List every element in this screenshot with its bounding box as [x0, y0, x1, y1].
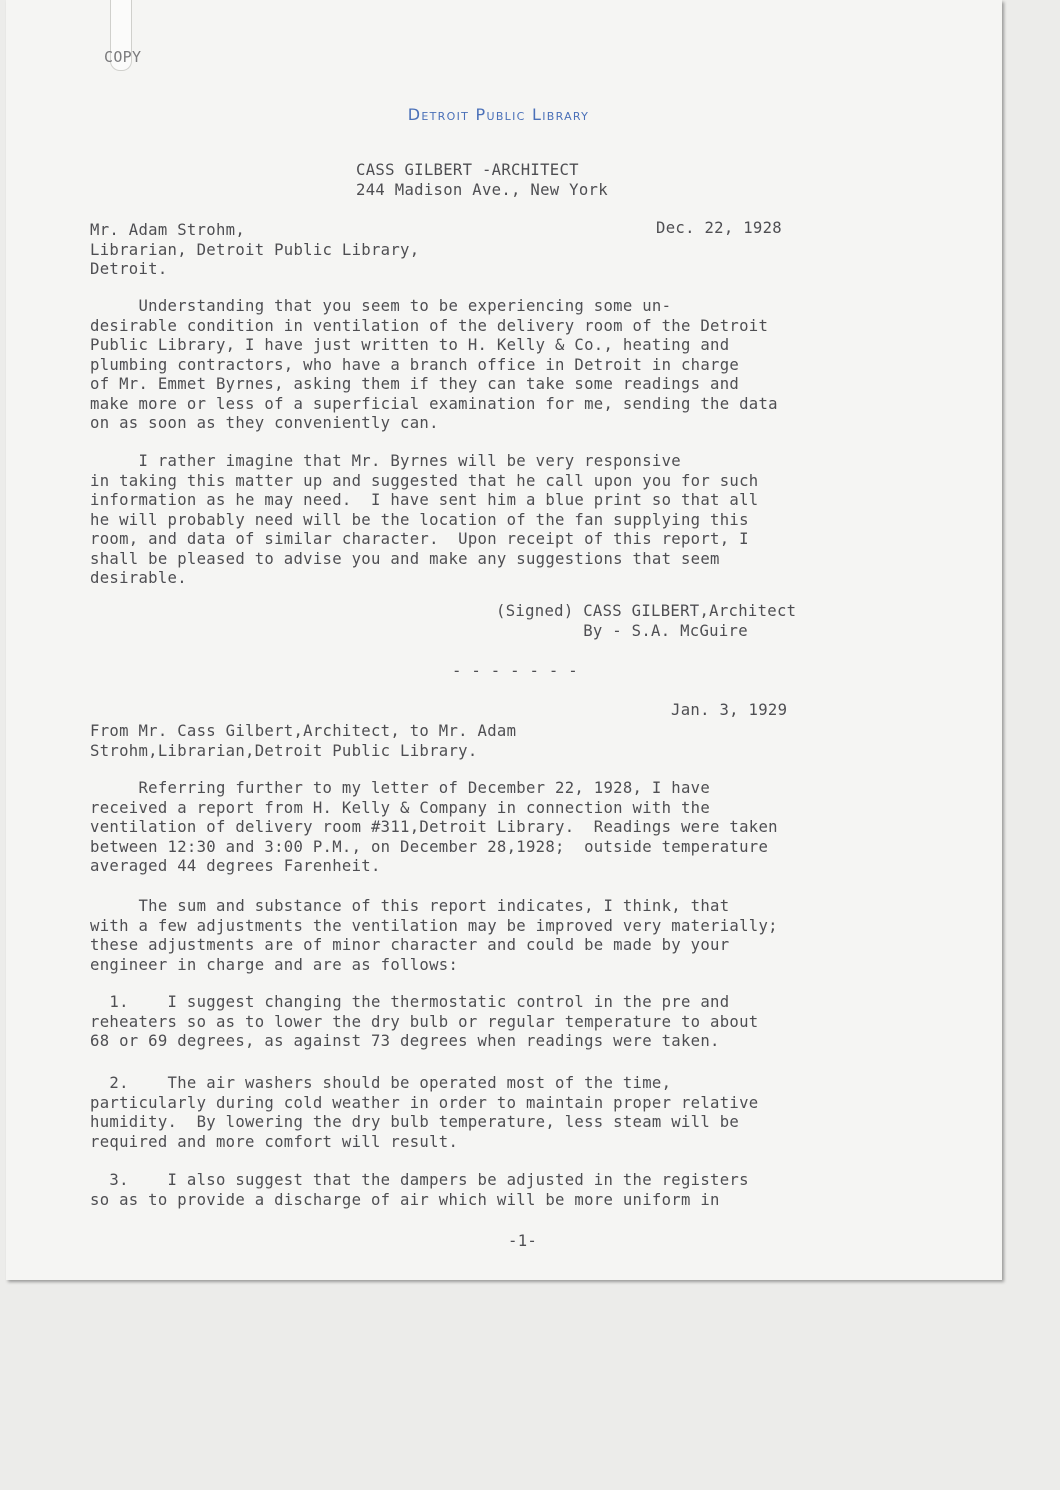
text-line: information as he may need. I have sent him a blue print so that all	[90, 491, 759, 509]
text-line: 1. I suggest changing the thermostatic control in the pre and	[90, 993, 730, 1011]
sender-line: 244 Madison Ave., New York	[356, 180, 608, 199]
page-number: -1-	[508, 1232, 538, 1250]
letter2-item-2	[90, 1074, 759, 1152]
letter1-signature	[496, 602, 796, 641]
text-line: shall be pleased to advise you and make any suggestions that seem	[90, 549, 720, 568]
text-line: humidity. By lowering the dry bulb temperature, less steam will be	[90, 1113, 740, 1131]
recipient-line: Librarian, Detroit Public Library,	[90, 240, 420, 259]
letter2-heading	[90, 722, 516, 761]
text-line: these adjustments are of minor character and could be made by your	[90, 936, 730, 954]
copy-mark: COPY	[104, 48, 142, 66]
letter1-date: Dec. 22, 1928	[656, 219, 782, 237]
recipient-line: Detroit.	[90, 260, 168, 278]
letter2-item-1	[90, 993, 759, 1052]
text-line: desirable condition in ventilation of the delivery room of the Detroit	[90, 316, 769, 335]
text-line: engineer in charge and are as follows:	[90, 955, 459, 974]
text-line: averaged 44 degrees Farenheit.	[90, 857, 381, 875]
letter2-date: Jan. 3, 1929	[671, 701, 788, 719]
text-line: 2. The air washers should be operated most of the time,	[90, 1074, 672, 1092]
text-line: make more or less of a superficial examination for me, sending the data	[90, 394, 778, 413]
letter1-recipient	[90, 221, 419, 280]
text-line: room, and data of similar character. Upon receipt of this report, I	[90, 530, 749, 548]
text-line: ventilation of delivery room #311,Detroit Library. Readings were taken	[90, 818, 778, 836]
sender-block	[356, 161, 608, 200]
text-line: received a report from H. Kelly & Company in connection with the	[90, 798, 711, 817]
heading-line: From Mr. Cass Gilbert,Architect, to Mr. Adam	[90, 722, 517, 740]
letter1-paragraph-1	[90, 297, 778, 434]
text-line: Public Library, I have just written to H. Kelly & Co., heating and	[90, 336, 730, 354]
text-line: with a few adjustments the ventilation may be improved very materially;	[90, 916, 778, 935]
text-line: in taking this matter up and suggested that he call upon you for such	[90, 471, 759, 490]
sender-line: CASS GILBERT -ARCHITECT	[356, 161, 579, 179]
text-line: of Mr. Emmet Byrnes, asking them if they can take some readings and	[90, 375, 740, 393]
letter2-paragraph-2	[90, 897, 778, 975]
text-line: desirable.	[90, 569, 187, 587]
text-line: The sum and substance of this report indicates, I think, that	[90, 897, 730, 915]
text-line: plumbing contractors, who have a branch office in Detroit in charge	[90, 355, 740, 374]
text-line: on as soon as they conveniently can.	[90, 414, 439, 432]
text-line: I rather imagine that Mr. Byrnes will be very responsive	[90, 452, 681, 470]
text-line: 3. I also suggest that the dampers be adjusted in the registers	[90, 1171, 749, 1189]
text-line: he will probably need will be the location of the fan supplying this	[90, 510, 749, 529]
document-page	[6, 0, 1002, 1280]
text-line: required and more comfort will result.	[90, 1132, 459, 1151]
signature-line: (Signed) CASS GILBERT,Architect	[496, 602, 797, 620]
text-line: reheaters so as to lower the dry bulb or regular temperature to about	[90, 1012, 759, 1031]
text-line: so as to provide a discharge of air which will be more uniform in	[90, 1190, 720, 1209]
text-line: between 12:30 and 3:00 P.M., on December 28,1928; outside temperature	[90, 837, 769, 856]
signature-line: By - S.A. McGuire	[496, 621, 748, 640]
letter2-paragraph-1	[90, 779, 778, 877]
section-separator: - - - - - - -	[452, 662, 578, 680]
text-line: Referring further to my letter of December 22, 1928, I have	[90, 779, 711, 797]
heading-line: Strohm,Librarian,Detroit Public Library.	[90, 741, 478, 760]
letter2-item-3	[90, 1171, 749, 1210]
recipient-line: Mr. Adam Strohm,	[90, 221, 246, 239]
letter1-paragraph-2	[90, 452, 759, 589]
text-line: Understanding that you seem to be experiencing some un-	[90, 297, 672, 315]
letterhead: Detroit Public Library	[407, 105, 590, 124]
text-line: particularly during cold weather in order to maintain proper relative	[90, 1093, 759, 1112]
text-line: 68 or 69 degrees, as against 73 degrees when readings were taken.	[90, 1032, 720, 1050]
